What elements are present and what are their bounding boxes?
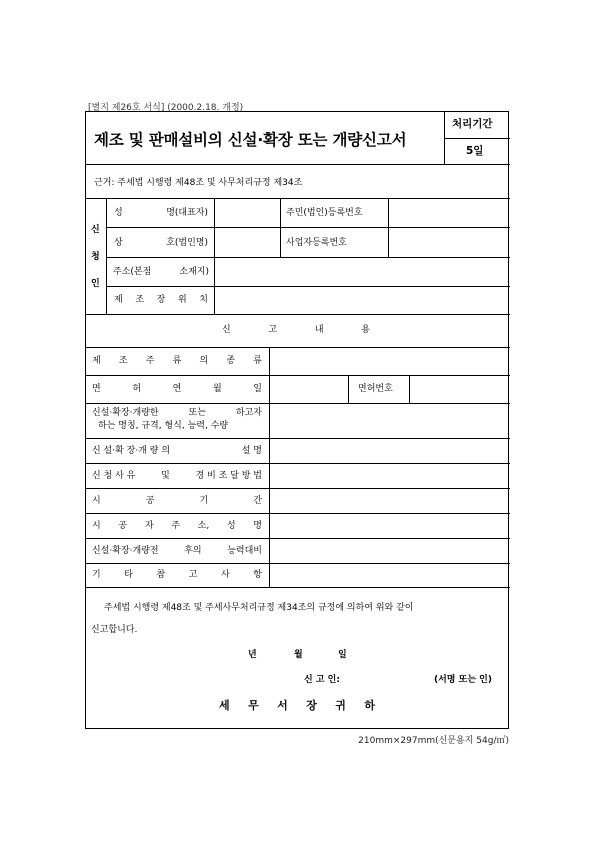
applicant-sign-field[interactable] bbox=[351, 672, 431, 688]
date-year-label: 년 bbox=[248, 650, 257, 660]
business-number-label: 사업자등록번호 bbox=[286, 238, 347, 248]
resident-number-label: 주민(법인)등록번호 bbox=[286, 208, 363, 218]
declaration-form bbox=[85, 111, 509, 729]
applicant-label-2: 청 bbox=[91, 252, 100, 262]
expansion-description-label: 신 설·확 장·개 량 의 설 명 bbox=[92, 446, 262, 456]
trade-name-label: 상 호(법인명) bbox=[114, 238, 208, 248]
reason-funding-label: 신 청 사 유 및 경 비 조 달 방 법 bbox=[92, 471, 262, 481]
trade-name-field[interactable] bbox=[215, 228, 279, 256]
contractor-label: 시 공 자 주 소, 성 명 bbox=[92, 521, 262, 531]
paper-spec: 210mm×297mm(신문용지 54g/㎡) bbox=[358, 736, 509, 746]
facility-spec-label-line1: 신설·확장·개량한 또는 하고자 bbox=[92, 408, 262, 418]
construction-period-field[interactable] bbox=[270, 489, 509, 512]
form-number-note: [별지 제26호 서식] (2000.2.18. 개정) bbox=[88, 103, 244, 113]
address-field[interactable] bbox=[215, 258, 509, 285]
license-number-field[interactable] bbox=[410, 376, 509, 402]
reason-funding-field[interactable] bbox=[270, 464, 509, 487]
facility-spec-field[interactable] bbox=[270, 404, 509, 437]
applicant-label-3: 인 bbox=[91, 279, 100, 289]
applicant-sign-label: 신 고 인: bbox=[304, 675, 340, 685]
name-field[interactable] bbox=[215, 199, 279, 226]
other-notes-label: 기 타 참 고 사 항 bbox=[92, 570, 262, 580]
declaration-text-line2: 신고합니다. bbox=[91, 625, 138, 635]
processing-period-value: 5일 bbox=[466, 145, 484, 157]
license-date-field[interactable] bbox=[270, 376, 347, 402]
processing-period-label: 처리기간 bbox=[452, 118, 493, 130]
signature-note: (서명 또는 인) bbox=[434, 675, 492, 685]
capacity-comparison-field[interactable] bbox=[270, 539, 509, 562]
liquor-type-label: 제 조 주 류 의 종 류 bbox=[92, 356, 262, 366]
applicant-label-1: 신 bbox=[91, 225, 100, 235]
date-month-label: 월 bbox=[294, 650, 303, 660]
legal-basis: 근거: 주세법 시행령 제48조 및 사무처리규정 제34조 bbox=[94, 178, 303, 188]
facility-spec-label-line2: 하는 명칭, 규격, 형식, 능력, 수량 bbox=[98, 421, 229, 431]
business-number-field[interactable] bbox=[389, 228, 509, 256]
liquor-type-field[interactable] bbox=[270, 348, 509, 374]
declaration-text-line1: 주세법 시행령 제48조 및 주세사무처리규정 제34조의 규정에 의하여 위와 같이 bbox=[104, 603, 414, 613]
report-content-header: 신 고 내 용 bbox=[222, 325, 370, 335]
contractor-field[interactable] bbox=[270, 514, 509, 537]
capacity-comparison-label: 신설·확장·개량전 후의 능력대비 bbox=[92, 546, 262, 556]
address-label: 주소(본점 소재지) bbox=[113, 267, 209, 277]
license-number-label: 면허번호 bbox=[358, 384, 393, 394]
construction-period-label: 시 공 기 간 bbox=[92, 496, 262, 506]
expansion-description-field[interactable] bbox=[270, 439, 509, 462]
factory-location-field[interactable] bbox=[215, 287, 509, 313]
date-day-label: 일 bbox=[338, 650, 347, 660]
factory-location-label: 제 조 장 위 치 bbox=[114, 295, 208, 305]
license-date-label: 면 허 연 월 일 bbox=[92, 384, 262, 394]
addressee: 세 무 서 장 귀 하 bbox=[219, 699, 375, 712]
name-label: 성 명(대표자) bbox=[114, 208, 208, 218]
resident-number-field[interactable] bbox=[389, 199, 509, 226]
form-title: 제조 및 판매설비의 신설·확장 또는 개량신고서 bbox=[94, 131, 407, 149]
other-notes-field[interactable] bbox=[270, 564, 509, 586]
